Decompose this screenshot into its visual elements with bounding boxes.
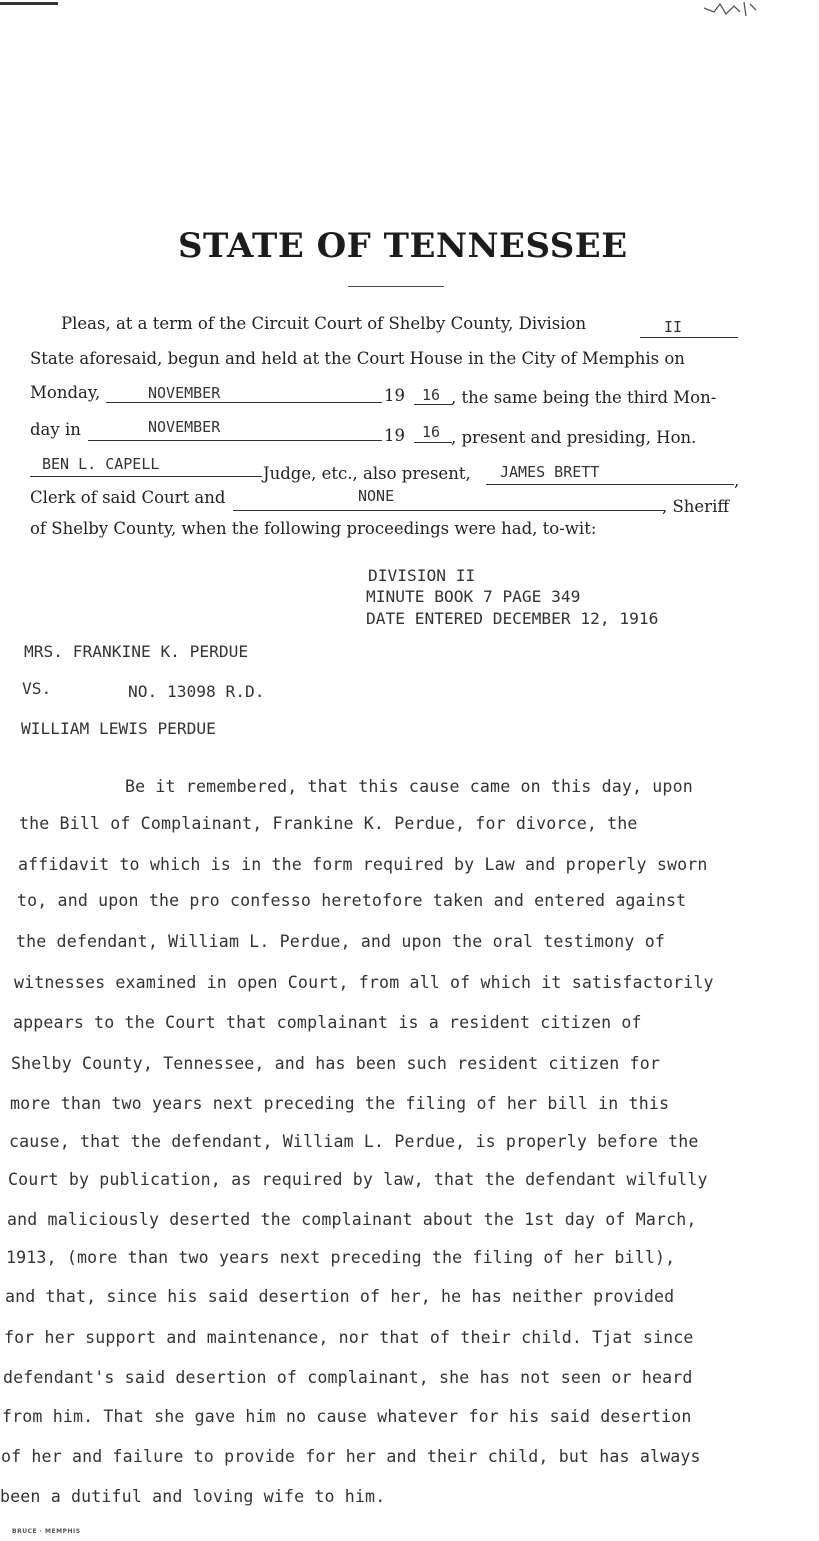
body-line: witnesses examined in open Court, from all of which it satisfactorily <box>14 973 714 992</box>
year2-blank <box>414 442 452 443</box>
body-line: for her support and maintenance, nor that of their child. Tjat since <box>4 1328 694 1347</box>
body-line: affidavit to which is in the form required by Law and properly sworn <box>18 855 708 874</box>
form-line-6-suffix: , Sheriff <box>662 497 730 516</box>
sheriff-blank <box>233 510 665 511</box>
month2-blank <box>88 440 382 441</box>
body-line: to, and upon the pro confesso heretofore taken and entered against <box>17 891 687 910</box>
caption-plaintiff: MRS. FRANKINE K. PERDUE <box>24 642 249 661</box>
form-line-2: State aforesaid, begun and held at the Court House in the City of Memphis on <box>30 349 685 368</box>
year1-blank <box>414 404 452 405</box>
title-rule <box>348 286 444 287</box>
body-line: appears to the Court that complainant is a resident citizen of <box>13 1013 642 1032</box>
corner-mark <box>0 2 58 5</box>
caption-defendant: WILLIAM LEWIS PERDUE <box>21 719 216 738</box>
form-line-4-suffix: , present and presiding, Hon. <box>451 428 697 447</box>
form-line-3-prefix: Monday, <box>30 383 101 402</box>
month1-blank <box>106 402 382 403</box>
body-line: Shelby County, Tennessee, and has been such resident citizen for <box>11 1054 660 1073</box>
form-line-5-mid: Judge, etc., also present, <box>263 464 471 483</box>
division-blank <box>640 337 738 338</box>
body-line: from him. That she gave him no cause whatever for his said desertion <box>2 1407 692 1426</box>
body-line: cause, that the defendant, William L. Perdue, is properly before the <box>9 1132 699 1151</box>
caption-vs: VS. <box>22 679 52 698</box>
year1-value: 16 <box>422 386 441 404</box>
form-line-7: of Shelby County, when the following proceedings were had, to-wit: <box>30 519 597 538</box>
body-line: the defendant, William L. Perdue, and upon the oral testimony of <box>16 932 665 951</box>
form-line-4-prefix: day in <box>30 420 81 439</box>
form-line-6-prefix: Clerk of said Court and <box>30 488 226 507</box>
body-line: of her and failure to provide for her and their child, but has always <box>1 1447 701 1466</box>
year-prefix-2: 19 <box>384 426 405 445</box>
division-value: II <box>664 318 683 336</box>
body-line: Court by publication, as required by law, that the defendant wilfully <box>8 1170 708 1189</box>
printer-imprint: BRUCE · MEMPHIS <box>12 1528 81 1535</box>
body-line: been a dutiful and loving wife to him. <box>0 1487 386 1506</box>
month2-value: NOVEMBER <box>148 418 221 436</box>
record-date-entered: DATE ENTERED DECEMBER 12, 1916 <box>366 609 659 628</box>
year2-value: 16 <box>422 423 441 441</box>
month1-value: NOVEMBER <box>148 384 221 402</box>
form-line-3-suffix: , the same being the third Mon- <box>451 388 717 407</box>
record-minute-book: MINUTE BOOK 7 PAGE 349 <box>366 587 581 606</box>
handwritten-mark <box>700 0 760 18</box>
body-line: defendant's said desertion of complainant, she has not seen or heard <box>3 1368 693 1387</box>
body-line: the Bill of Complainant, Frankine K. Perdue, for divorce, the <box>19 814 638 833</box>
form-line-1: Pleas, at a term of the Circuit Court of Shelby County, Division <box>61 314 587 333</box>
caption-case-number: NO. 13098 R.D. <box>128 682 265 701</box>
sheriff-value: NONE <box>358 487 395 505</box>
body-line: and that, since his said desertion of her, he has neither provided <box>5 1287 675 1306</box>
body-line: and maliciously deserted the complainant about the 1st day of March, <box>7 1210 697 1229</box>
body-line: 1913, (more than two years next preceding the filing of her bill), <box>6 1248 676 1267</box>
body-line: more than two years next preceding the filing of her bill in this <box>10 1094 670 1113</box>
year-prefix-1: 19 <box>384 386 405 405</box>
form-line-5-end: , <box>734 471 740 490</box>
clerk-value: JAMES BRETT <box>500 463 600 481</box>
body-line: Be it remembered, that this cause came on this day, upon <box>125 777 693 796</box>
record-division: DIVISION II <box>368 566 476 585</box>
clerk-blank <box>486 484 734 485</box>
judge-blank <box>30 476 262 477</box>
judge-value: BEN L. CAPELL <box>42 455 160 473</box>
page-title: STATE OF TENNESSEE <box>178 226 628 266</box>
